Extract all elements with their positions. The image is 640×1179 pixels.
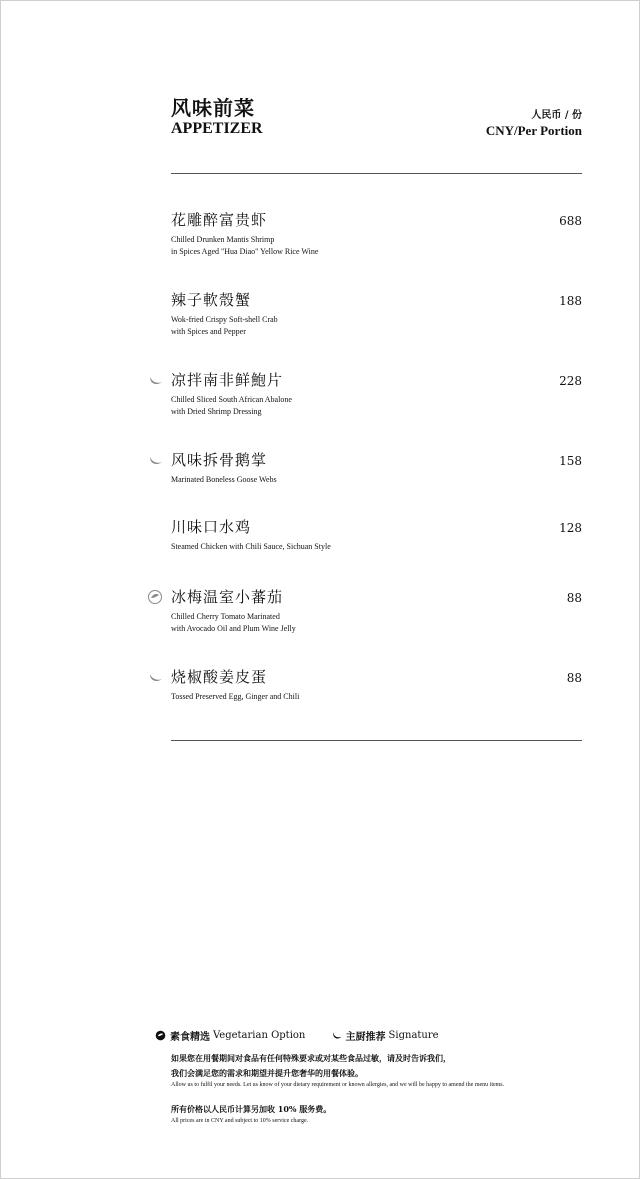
signature-icon <box>147 372 163 388</box>
legend-vegetarian <box>155 1028 305 1043</box>
dish-description <box>171 541 582 553</box>
legend-signature-en: Signature <box>388 1030 439 1041</box>
allergy-note-cn-line1: 如果您在用餐期间对食品有任何特殊要求或对某些食品过敏，请及时告诉我们， <box>171 1053 451 1063</box>
dish-description-line: with Dried Shrimp Dressing <box>171 407 262 416</box>
dish-price: 688 <box>559 214 582 228</box>
menu-item <box>171 668 582 703</box>
top-divider <box>171 173 582 174</box>
menu-item <box>171 211 582 258</box>
dish-description-line: Chilled Drunken Mantis Shrimp <box>171 235 275 244</box>
dish-description-line: Chilled Cherry Tomato Marinated <box>171 612 280 621</box>
allergy-note-cn-line2: 我们会满足您的需求和期望并提升您奢华的用餐体验。 <box>171 1068 363 1078</box>
menu-item <box>171 371 582 418</box>
dish-description <box>171 611 582 635</box>
service-charge-note-cn: 所有价格以人民币计算另加收 10% 服务费。 <box>171 1104 332 1114</box>
dish-price: 188 <box>559 294 582 308</box>
legend-signature <box>331 1028 439 1043</box>
legend-signature-cn: 主厨推荐 <box>345 1032 386 1043</box>
dish-price: 228 <box>559 374 582 388</box>
signature-icon <box>147 452 163 468</box>
price-unit-en: CNY/Per Portion <box>485 123 582 138</box>
dish-price: 128 <box>559 521 582 535</box>
dish-description-line: Chilled Sliced South African Abalone <box>171 395 292 404</box>
dish-description-line: in Spices Aged "Hua Diao" Yellow Rice Wine <box>171 247 319 256</box>
dish-description <box>171 394 582 418</box>
legend-vegetarian-cn: 素食精选 <box>170 1032 210 1043</box>
legend <box>155 1028 461 1044</box>
dish-description <box>171 474 582 486</box>
menu-item <box>171 451 582 486</box>
dish-price: 88 <box>566 591 582 605</box>
dish-price: 88 <box>566 671 582 685</box>
dish-description-line: with Avocado Oil and Plum Wine Jelly <box>171 624 296 633</box>
dish-description-line: Wok-fried Crispy Soft-shell Crab <box>171 315 278 324</box>
dish-description <box>171 234 582 258</box>
signature-icon <box>147 669 163 685</box>
dish-description-line: Marinated Boneless Goose Webs <box>171 475 277 484</box>
dish-name-cn: 凉拌南非鲜鮑片 <box>171 371 284 389</box>
dish-name-cn: 花雕醉富贵虾 <box>171 211 268 229</box>
section-title-en: APPETIZER <box>171 120 263 137</box>
dish-description-line: Tossed Preserved Egg, Ginger and Chili <box>171 692 300 701</box>
dish-description <box>171 691 582 703</box>
signature-icon <box>331 1030 342 1041</box>
menu-item <box>171 518 582 553</box>
menu-item <box>171 588 582 635</box>
dish-name-cn: 风味拆骨鹅掌 <box>171 451 268 469</box>
dish-name-cn: 烧椒酸姜皮蛋 <box>171 668 268 686</box>
section-title-cn: 风味前菜 <box>171 96 255 120</box>
dish-name-cn: 冰梅温室小蕃茄 <box>171 588 284 606</box>
bottom-divider <box>171 740 582 741</box>
dish-description-line: Steamed Chicken with Chili Sauce, Sichuan Style <box>171 542 331 551</box>
allergy-note-en: Allow us to fulfil your needs. Let us know of your dietary requirement or known allergies, and we will be happy to amend the menu items. <box>171 1082 505 1088</box>
service-charge-note-en: All prices are in CNY and subject to 10% service charge. <box>171 1118 309 1124</box>
dish-price: 158 <box>559 454 582 468</box>
vegetarian-icon <box>155 1030 166 1041</box>
vegetarian-icon <box>147 589 163 605</box>
dish-name-cn: 川味口水鸡 <box>171 518 252 536</box>
dish-name-cn: 辣子軟殼蟹 <box>171 291 252 309</box>
legend-vegetarian-en: Vegetarian Option <box>213 1030 306 1041</box>
dish-description-line: with Spices and Pepper <box>171 327 246 336</box>
dish-description <box>171 314 582 338</box>
menu-item <box>171 291 582 338</box>
price-unit-cn: 人民币 / 份 <box>531 110 582 121</box>
